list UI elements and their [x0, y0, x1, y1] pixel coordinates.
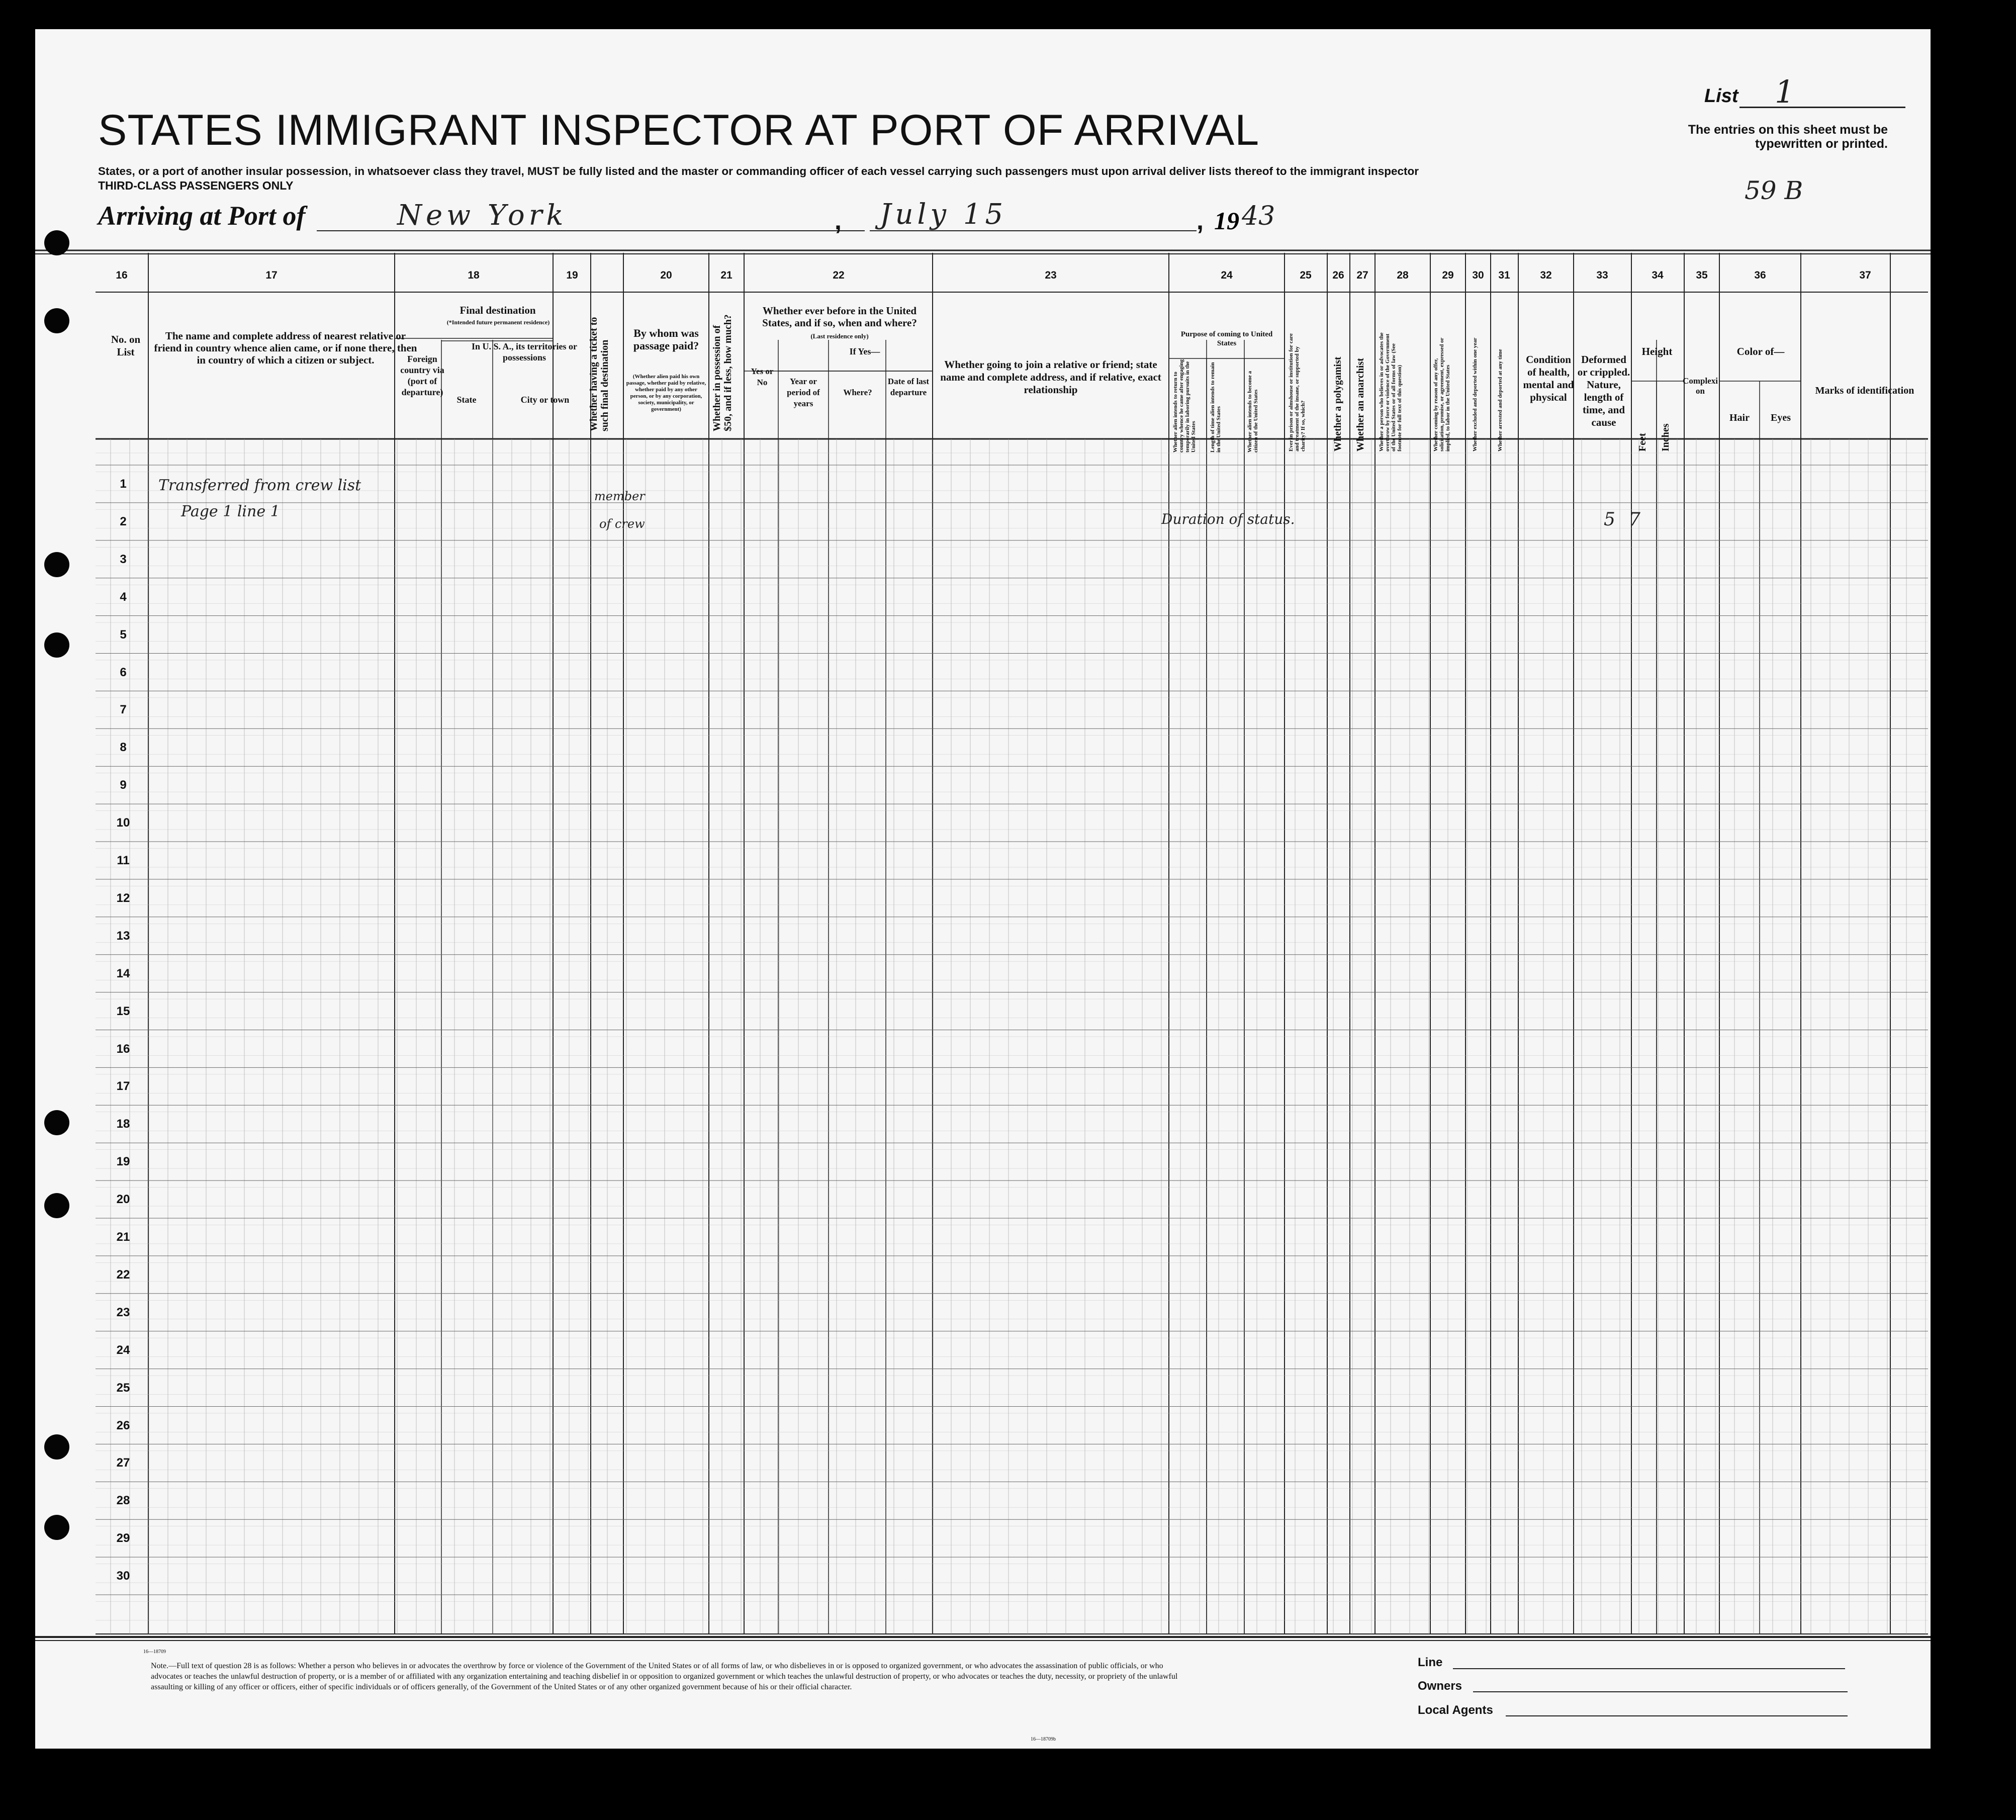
third-class-note: THIRD-CLASS PASSENGERS ONLY — [98, 179, 294, 192]
list-number: 1 — [1775, 73, 1795, 110]
local-agents-label: Local Agents — [1418, 1703, 1493, 1717]
column-number: 27 — [1356, 269, 1368, 281]
header-passage-paid-note: (Whether alien paid his own passage, whether paid by relative, whether paid by any other person, or by any corporation, society, municipality, or government) — [626, 374, 706, 412]
sheet-mark: 59 B — [1745, 176, 1803, 205]
row-number: 22 — [116, 1267, 130, 1282]
header-year-period: Year or period of years — [787, 377, 820, 408]
punch-hole — [44, 632, 69, 658]
form-instructions: States, or a port of another insular possession, in whatsoever class they travel, MUST be fully listed and the master or commanding officer of each vessel carrying such passengers must upon arrival deliver lists thereof to the immigrant inspector — [98, 165, 1419, 177]
header-possession-50: Whether in possession of $50, and if less, how much? — [711, 314, 734, 431]
header-foreign-country: Foreign country via (port of departure) — [400, 354, 444, 397]
header-excluded: Whether excluded and deported within one year — [1472, 337, 1478, 451]
row-number: 6 — [120, 665, 127, 679]
header-inches: Inches — [1660, 423, 1671, 451]
entry-inches: 7 — [1629, 509, 1640, 530]
punch-hole — [44, 230, 69, 255]
owners-label: Owners — [1418, 1679, 1462, 1693]
row-number: 8 — [120, 741, 127, 755]
header-last-residence: (Last residence only) — [810, 332, 869, 340]
row-number: 1 — [120, 477, 127, 491]
form-title: STATES IMMIGRANT INSPECTOR AT PORT OF ARRIVAL — [98, 106, 1260, 154]
header-nearest-relative: The name and complete address of nearest relative or friend in country whence alien came, or if none there, then in country of which a citizen or subject. — [154, 330, 417, 366]
header-in-usa: In U. S. A., its territories or possessions — [472, 341, 577, 362]
header-overthrow: Whether a person who believes in or advocates the overthrow by force or violence of the Government of the United States or of all forms of law (See footnote for full text of this question) — [1379, 332, 1403, 451]
punch-hole — [44, 1434, 69, 1460]
column-number: 21 — [720, 269, 732, 281]
row-number: 26 — [116, 1418, 130, 1432]
column-number: 28 — [1397, 269, 1409, 281]
local-agents-underline — [1506, 1715, 1848, 1716]
column-number: 33 — [1596, 269, 1608, 281]
header-prison: Ever in prison or almshouse or institution for care and treatment of the insane, or supported by charity? If so, which? — [1288, 333, 1306, 451]
row-number: 19 — [116, 1155, 130, 1169]
punch-hole — [44, 1110, 69, 1135]
column-number: 19 — [566, 269, 578, 281]
punch-hole — [44, 1193, 69, 1218]
header-going-to-join: Whether going to join a relative or friend; state name and complete address, and if relative, exact relationship — [940, 358, 1161, 396]
row-number: 29 — [116, 1531, 130, 1545]
column-number: 36 — [1754, 269, 1766, 281]
footnote-q28: Note.—Full text of question 28 is as follows: Whether a person who believes in or advocates the overthrow by force or violence of the Government of the United States or of all forms of law, or who disbelieves in or is opposed to organized government, or who advocates the assassination of public officials, or who advocates or teaches the unlawful destruction of property, or is a member of or affiliated with any organization entertaining and teaching disbelief in or opposition to organized government or which teaches the unlawful destruction of property, or who advocates or teaches the duty, necessity, or propriety of the unlawful assaulting or killing of any officer or officers, either of specific individuals or of officers generally, of the Government of the United States or of any other organized government because of his or their official character. — [151, 1662, 1178, 1691]
column-number: 22 — [833, 269, 845, 281]
header-purpose-citizen: Whether alien intends to become a citizen of the United States — [1247, 371, 1259, 452]
column-number: 25 — [1300, 269, 1312, 281]
header-labor-offer: Whether coming by reason of any offer, solicitation, promise, or agreement, expressed or implied, to labor in the United States — [1433, 337, 1451, 451]
column-number: 23 — [1045, 269, 1057, 281]
column-number: 30 — [1472, 269, 1484, 281]
header-ever-before: Whether ever before in the United States, and if so, when and where? — [762, 305, 917, 329]
line-label: Line — [1418, 1656, 1443, 1669]
header-final-destination-note: (*Intended future permanent residence) — [446, 319, 550, 326]
header-passage-paid: By whom was passage paid? — [633, 327, 699, 352]
comma: , — [835, 207, 842, 235]
header-purpose-return: Whether alien intends to return to country whence he came after engaging temporarily in laboring pursuits in the United States — [1172, 359, 1197, 452]
row-number: 14 — [116, 966, 130, 980]
entry-relative-line2: Page 1 line 1 — [181, 503, 280, 520]
column-number: 37 — [1859, 269, 1871, 281]
row-number: 4 — [120, 590, 127, 604]
manifest-grid — [35, 29, 1931, 1749]
header-ticket: Whether having a ticket to such final destination — [588, 317, 610, 431]
punch-hole — [44, 308, 69, 333]
entry-relative-line1: Transferred from crew list — [158, 477, 361, 494]
entry-passage-line2: of crew — [599, 517, 645, 531]
header-polygamist: Whether a polygamist — [1332, 356, 1343, 451]
row-number: 15 — [116, 1004, 130, 1018]
punch-hole — [44, 1515, 69, 1540]
typewritten-note: The entries on this sheet must be typewritten or printed. — [1688, 123, 1888, 151]
line-underline — [1453, 1668, 1845, 1669]
row-number: 16 — [116, 1042, 130, 1056]
row-number: 13 — [116, 929, 130, 943]
header-final-destination: Final destination — [460, 304, 536, 316]
row-number: 20 — [116, 1193, 130, 1207]
date-value: July 15 — [880, 198, 1007, 231]
header-if-yes: If Yes— — [849, 346, 880, 356]
header-date-departure: Date of last departure — [887, 377, 930, 397]
year-suffix: 43 — [1242, 201, 1275, 231]
column-number: 16 — [116, 269, 128, 281]
row-number: 5 — [120, 627, 127, 642]
row-number: 3 — [120, 552, 127, 566]
column-number: 26 — [1332, 269, 1344, 281]
column-number: 34 — [1652, 269, 1664, 281]
port-value: New York — [397, 199, 568, 232]
row-number: 17 — [116, 1079, 130, 1094]
header-height: Height — [1641, 345, 1673, 357]
manifest-sheet — [35, 29, 1931, 1749]
entry-passage-line1: member — [594, 489, 645, 503]
punch-hole — [44, 552, 69, 577]
row-number: 21 — [116, 1230, 130, 1244]
row-number: 10 — [116, 816, 130, 830]
row-number: 27 — [116, 1456, 130, 1470]
header-purpose: Purpose of coming to United States — [1180, 330, 1273, 347]
header-yes-no: Yes or No — [751, 367, 774, 387]
row-number: 11 — [117, 854, 130, 867]
row-number: 23 — [116, 1305, 130, 1319]
header-feet: Feet — [1637, 433, 1648, 451]
form-number: 16—18709 — [143, 1649, 166, 1655]
row-number: 28 — [116, 1494, 130, 1508]
column-number: 17 — [265, 269, 278, 281]
header-complexion: Complexion — [1683, 376, 1718, 396]
column-number: 18 — [468, 269, 480, 281]
entry-purpose: Duration of status. — [1161, 511, 1295, 527]
header-where: Where? — [843, 388, 872, 397]
row-number: 12 — [116, 891, 130, 905]
column-number: 20 — [660, 269, 672, 281]
header-no-on-list: No. on List — [111, 333, 141, 358]
header-purpose-length: Length of time alien intends to remain in the United States — [1210, 362, 1222, 452]
header-city: City or town — [520, 395, 570, 405]
column-number: 24 — [1221, 269, 1233, 281]
header-deformed: Deformed or crippled. Nature, length of time, and cause — [1577, 353, 1630, 428]
header-eyes: Eyes — [1771, 412, 1791, 423]
header-state: State — [456, 395, 477, 405]
header-anarchist: Whether an anarchist — [1355, 358, 1366, 451]
header-hair: Hair — [1729, 412, 1750, 423]
comma: , — [1197, 207, 1204, 235]
list-label: List — [1704, 85, 1738, 107]
header-arrested: Whether arrested and deported at any time — [1497, 349, 1503, 451]
row-number: 18 — [116, 1117, 130, 1131]
row-number: 7 — [120, 703, 127, 717]
row-number: 25 — [116, 1381, 130, 1395]
arriving-label: Arriving at Port of — [98, 201, 306, 231]
year-prefix: 19 — [1214, 207, 1239, 235]
row-number: 24 — [116, 1343, 130, 1357]
column-number: 29 — [1442, 269, 1454, 281]
column-number: 35 — [1696, 269, 1708, 281]
column-number: 31 — [1498, 269, 1510, 281]
column-number: 32 — [1540, 269, 1552, 281]
header-marks: Marks of identification — [1815, 385, 1914, 396]
owners-underline — [1473, 1691, 1848, 1692]
footnote-form-number: 16—18709b — [1031, 1737, 1056, 1742]
row-number: 2 — [120, 514, 127, 528]
header-condition: Condition of health, mental and physical — [1523, 353, 1574, 403]
entry-feet: 5 — [1604, 509, 1615, 530]
row-number: 30 — [116, 1569, 130, 1583]
header-color: Color of— — [1736, 345, 1785, 357]
row-number: 9 — [120, 778, 127, 792]
